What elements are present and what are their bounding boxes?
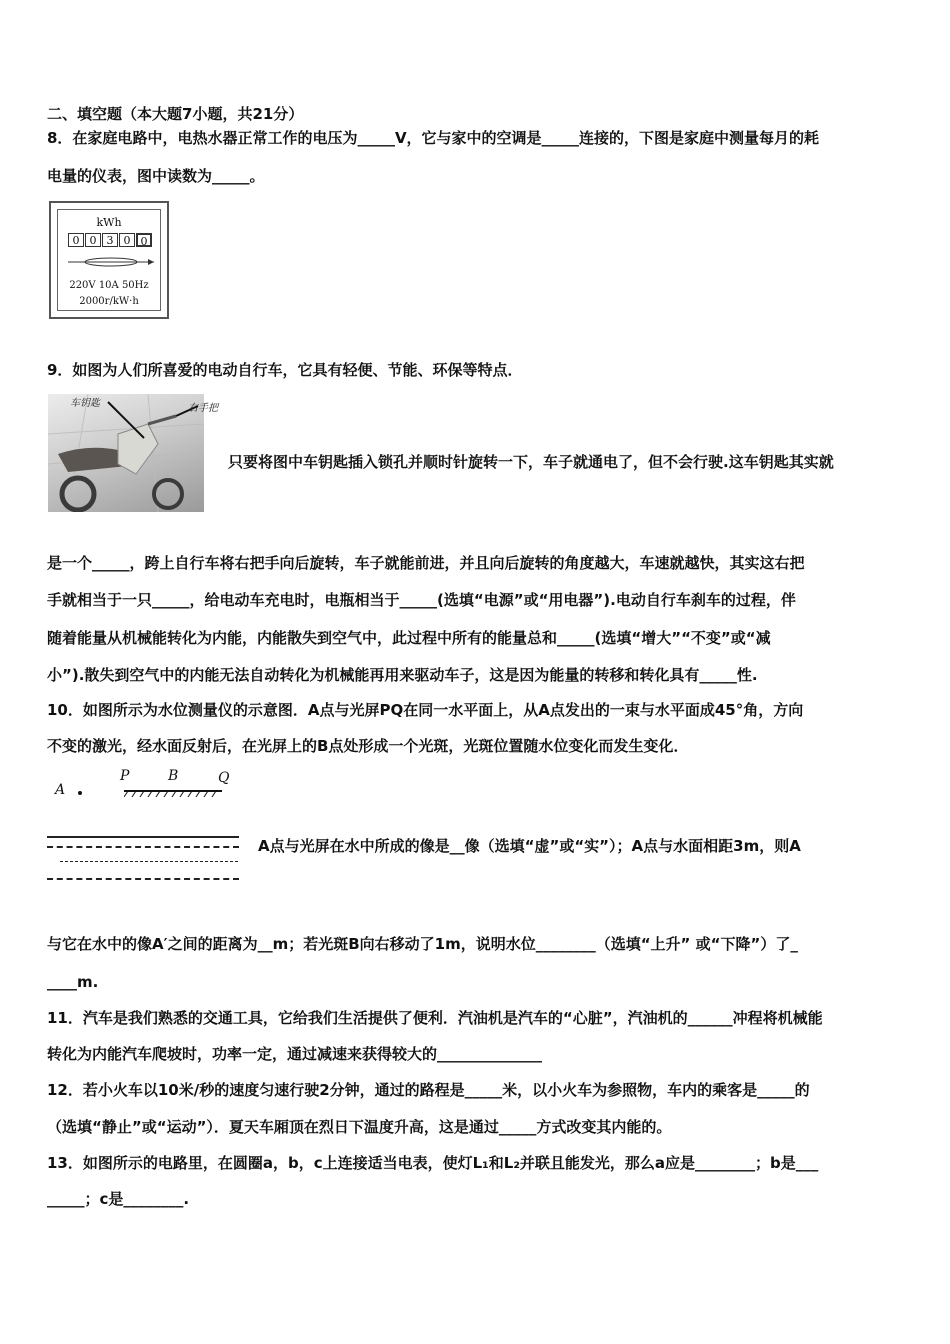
meter-unit: kWh (96, 216, 122, 229)
q10-line2: 不变的激光，经水面反射后，在光屏上的B点处形成一个光斑，光斑位置随水位变化而发生变化． (47, 737, 689, 755)
q10-line5: ____m. (47, 973, 99, 991)
q9-line2: 只要将图中车钥匙插入锁孔并顺时针旋转一下，车子就通电了，但不会行驶.这车钥匙其实就 (228, 453, 834, 471)
water-dash-3 (47, 878, 239, 880)
point-a-dot (78, 791, 82, 795)
q11-line1: 11．汽车是我们熟悉的交通工具，它给我们生活提供了便利．汽油机是汽车的“心脏”，汽油机的______冲程将机械能 (47, 1009, 823, 1027)
section-title: 二、填空题（本大题7小题，共21分） (47, 105, 304, 123)
q9-line4: 手就相当于一只_____，给电动车充电时，电瓶相当于_____(选填“电源”或“用电器”).电动自行车刹车的过程，伴 (47, 591, 796, 609)
light-screen-pq-icon (124, 788, 224, 798)
electric-bike-photo (48, 394, 204, 512)
label-point-q: Q (218, 770, 230, 786)
meter-digit: 3 (102, 233, 118, 247)
meter-digit: 0 (68, 233, 84, 247)
meter-digit: 0 (119, 233, 135, 247)
label-point-a: A (55, 782, 66, 798)
electric-bike-icon (48, 394, 204, 512)
q8-line2: 电量的仪表，图中读数为_____。 (47, 167, 265, 185)
q13-line2: _____；c是________. (47, 1190, 190, 1208)
label-car-key: 车钥匙 (70, 398, 100, 409)
q9-line6: 小”).散失到空气中的内能无法自动转化为机械能再用来驱动车子，这是因为能量的转移和转化具有_____性. (47, 666, 758, 684)
q9-line3: 是一个_____，跨上自行车将右把手向后旋转，车子就能前进，并且向后旋转的角度越大，车速就越快，其实这右把 (47, 554, 805, 572)
meter-spec-constant: 2000r/kW·h (79, 296, 139, 307)
q10-line3: A点与光屏在水中所成的像是__像（选填“虚”或“实”）；A点与水面相距3m，则A (258, 837, 801, 855)
water-surface (47, 836, 239, 838)
meter-digit: 0 (85, 233, 101, 247)
water-dash-1 (47, 846, 239, 848)
q12-line2: （选填“静止”或“运动”）．夏天车厢顶在烈日下温度升高，这是通过_____方式改变其内能的。 (47, 1118, 672, 1136)
meter-spec-rating: 220V 10A 50Hz (69, 280, 149, 291)
label-right-handle: 右手把 (188, 403, 218, 414)
meter-digit: 0 (136, 233, 152, 247)
meter-face (57, 209, 161, 311)
water-dash-2 (60, 861, 238, 862)
q13-line1: 13．如图所示的电路里，在圆圈a，b，c上连接适当电表，使灯L₁和L₂并联且能发光，那么a应是________；b是___ (47, 1154, 819, 1172)
meter-disk-icon (68, 255, 154, 269)
electricity-meter-figure (49, 201, 169, 319)
q11-line2: 转化为内能汽车爬坡时，功率一定，通过减速来获得较大的______________ (47, 1045, 543, 1063)
q10-line4: 与它在水中的像A′之间的距离为__m；若光斑B向右移动了1m，说明水位________（选填“上升” 或“下降”）了_ (47, 935, 798, 953)
q9-line1: 9．如图为人们所喜爱的电动自行车，它具有轻便、节能、环保等特点． (47, 361, 523, 379)
q12-line1: 12．若小火车以10米/秒的速度匀速行驶2分钟，通过的路程是_____米，以小火车为参照物，车内的乘客是_____的 (47, 1081, 810, 1099)
label-point-b: B (168, 768, 179, 784)
label-point-p: P (120, 768, 130, 784)
q9-line5: 随着能量从机械能转化为内能，内能散失到空气中，此过程中所有的能量总和_____(选填“增大”“不变”或“减 (47, 629, 771, 647)
q10-line1: 10．如图所示为水位测量仪的示意图．A点与光屏PQ在同一水平面上，从A点发出的一束与水平面成45°角，方向 (47, 701, 804, 719)
q8-line1: 8．在家庭电路中，电热水器正常工作的电压为_____V，它与家中的空调是_____连接的，下图是家庭中测量每月的耗 (47, 129, 820, 147)
meter-digits (68, 233, 153, 247)
